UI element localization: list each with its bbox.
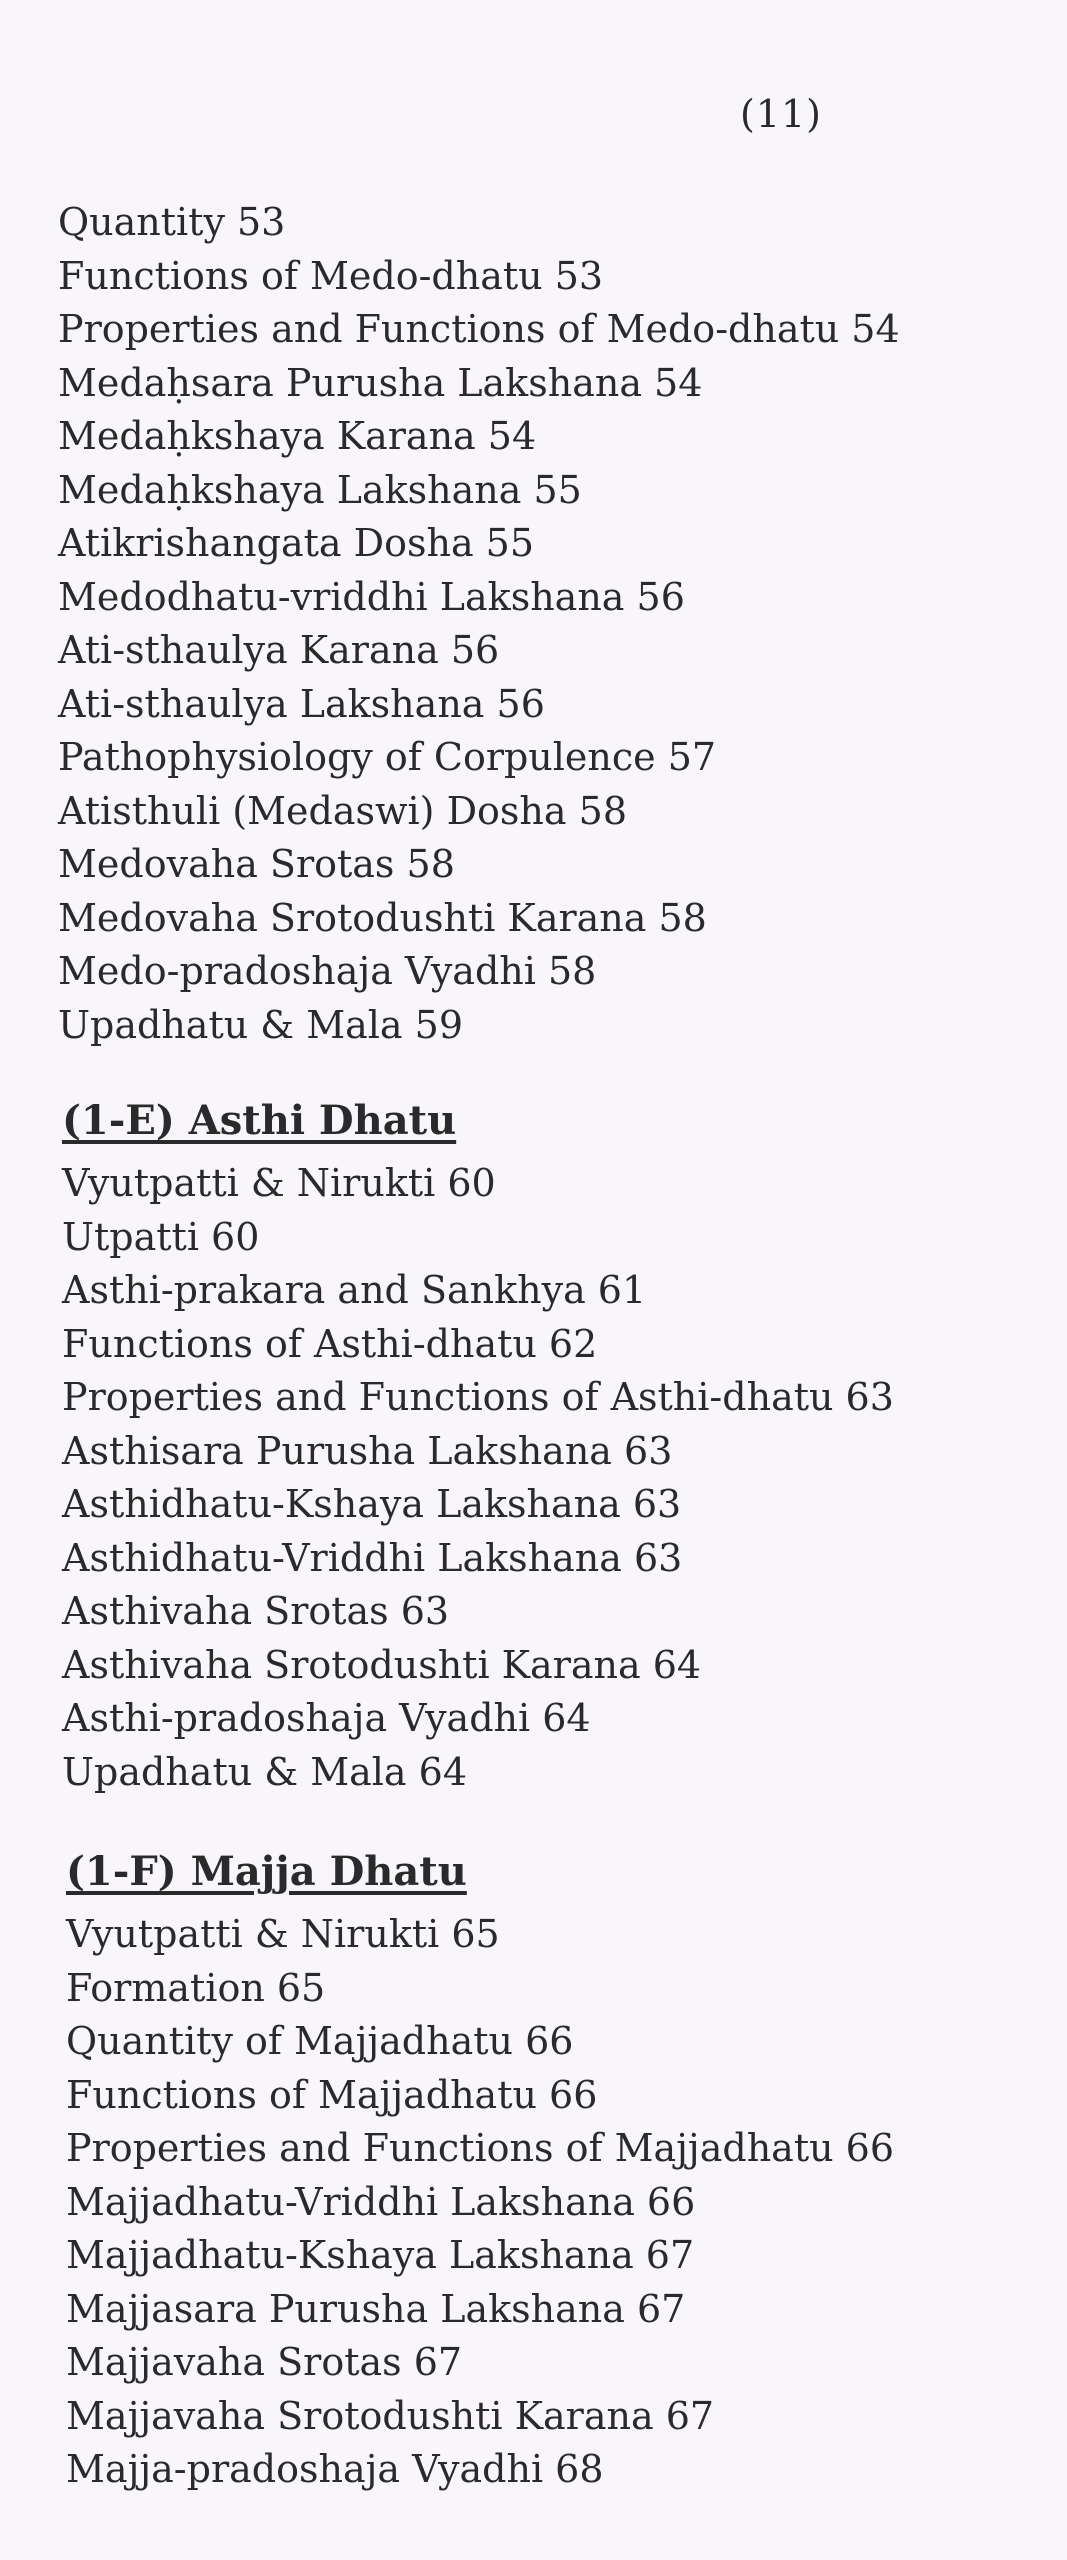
toc-entry: Pathophysiology of Corpulence 57 bbox=[58, 735, 717, 779]
toc-entry: Medovaha Srotodushti Karana 58 bbox=[58, 895, 707, 940]
toc-entry: Functions of Asthi-dhatu 62 bbox=[62, 1321, 598, 1366]
toc-section-asthi-dhatu bbox=[62, 1075, 1022, 1799]
toc-entry: Majjadhatu-Kshaya Lakshana 67 bbox=[66, 2233, 695, 2277]
toc-entry: Asthidhatu-Kshaya Lakshana 63 bbox=[62, 1482, 682, 1526]
toc-entry: Quantity of Majjadhatu 66 bbox=[66, 2019, 574, 2063]
toc-entry: Majjavaha Srotas 67 bbox=[66, 2340, 463, 2384]
toc-entry: Vyutpatti & Nirukti 65 bbox=[66, 1912, 500, 1956]
toc-entry: Majjasara Purusha Lakshana 67 bbox=[66, 2286, 686, 2331]
section-heading: (1-E) Asthi Dhatu bbox=[62, 1097, 457, 1144]
toc-entry: Upadhatu & Mala 59 bbox=[58, 1002, 463, 1047]
page-number: (11) bbox=[740, 92, 823, 136]
toc-section-majja-dhatu bbox=[66, 1826, 1026, 2497]
toc-entry: Asthi-pradoshaja Vyadhi 64 bbox=[62, 1696, 591, 1740]
toc-entry: Medaḥkshaya Lakshana 55 bbox=[58, 467, 582, 512]
toc-entry: Asthivaha Srotas 63 bbox=[62, 1589, 450, 1633]
toc-entry: Medaḥkshaya Karana 54 bbox=[58, 414, 537, 458]
toc-entry: Majjavaha Srotodushti Karana 67 bbox=[66, 2393, 715, 2438]
toc-entry: Medo-pradoshaja Vyadhi 58 bbox=[58, 949, 597, 993]
toc-entry: Atisthuli (Medaswi) Dosha 58 bbox=[58, 788, 627, 833]
toc-entry: Properties and Functions of Majjadhatu 66 bbox=[66, 2126, 895, 2170]
toc-entry: Utpatti 60 bbox=[62, 1214, 260, 1259]
toc-entry: Asthisara Purusha Lakshana 63 bbox=[62, 1428, 673, 1473]
toc-entry: Upadhatu & Mala 64 bbox=[62, 1749, 467, 1794]
toc-entry: Ati-sthaulya Lakshana 56 bbox=[58, 681, 545, 726]
toc-entry: Asthivaha Srotodushti Karana 64 bbox=[62, 1642, 702, 1687]
toc-entry: Majja-pradoshaja Vyadhi 68 bbox=[66, 2447, 604, 2491]
toc-entry: Quantity 53 bbox=[58, 200, 286, 244]
toc-entry: Majjadhatu-Vriddhi Lakshana 66 bbox=[66, 2179, 696, 2224]
toc-entry: Medodhatu-vriddhi Lakshana 56 bbox=[58, 574, 685, 619]
toc-entry: Ati-sthaulya Karana 56 bbox=[58, 628, 500, 672]
toc-entry: Medaḥsara Purusha Lakshana 54 bbox=[58, 360, 703, 405]
toc-entry: Medovaha Srotas 58 bbox=[58, 842, 455, 886]
toc-entry: Asthidhatu-Vriddhi Lakshana 63 bbox=[62, 1535, 683, 1580]
toc-entry: Formation 65 bbox=[66, 1965, 326, 2010]
toc-entry: Asthi-prakara and Sankhya 61 bbox=[62, 1268, 647, 1312]
toc-entry: Functions of Medo-dhatu 53 bbox=[58, 253, 604, 298]
toc-entry: Vyutpatti & Nirukti 60 bbox=[62, 1161, 496, 1205]
toc-entry: Properties and Functions of Asthi-dhatu 63 bbox=[62, 1375, 894, 1419]
toc-section-medo-dhatu bbox=[58, 196, 1018, 1052]
toc-entry: Functions of Majjadhatu 66 bbox=[66, 2072, 598, 2117]
toc-entry: Properties and Functions of Medo-dhatu 54 bbox=[58, 307, 900, 351]
toc-entry: Atikrishangata Dosha 55 bbox=[58, 521, 535, 565]
section-heading: (1-F) Majja Dhatu bbox=[66, 1848, 467, 1895]
